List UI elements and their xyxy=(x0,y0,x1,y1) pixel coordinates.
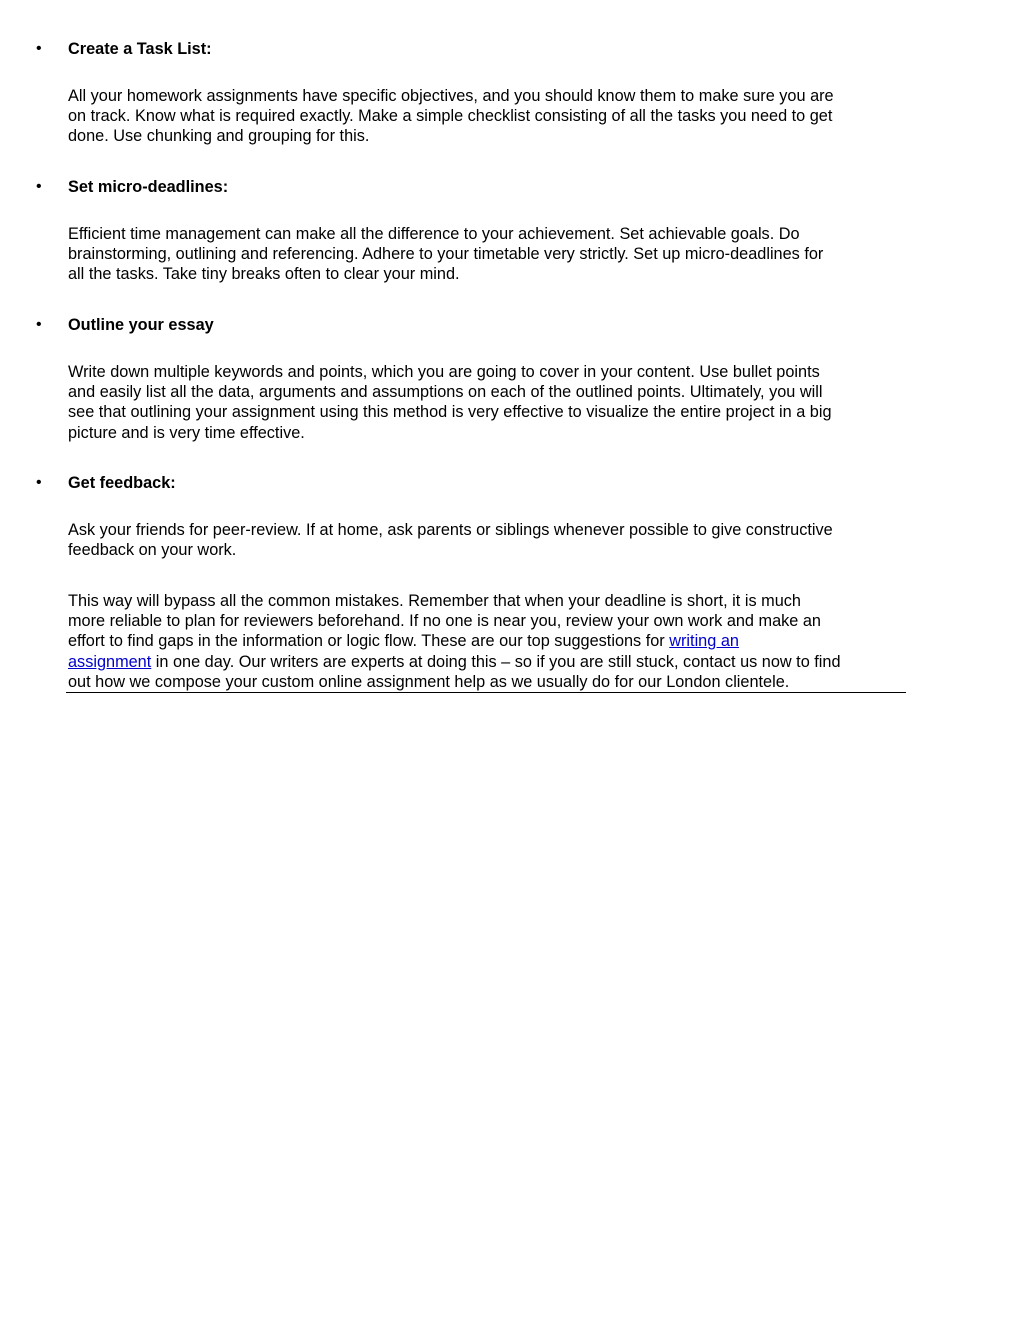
paragraph-line: brainstorming, outlining and referencing. Adhere to your timetable very strictly. Set up micro-deadlines for xyxy=(68,245,824,264)
paragraph-line xyxy=(68,631,908,651)
section-heading: Create a Task List: xyxy=(68,40,212,58)
section-heading: Outline your essay xyxy=(68,316,214,334)
writing-assignment-link-continued[interactable]: assignment xyxy=(68,652,152,671)
closing-text-fragment: in one day. Our writers are experts at doing this – so if you are still stuck, contact us now to find xyxy=(151,652,841,671)
closing-paragraph xyxy=(68,591,908,692)
section-heading-row xyxy=(0,473,1024,495)
section-heading: Set micro-deadlines: xyxy=(68,178,229,196)
paragraph-line: on track. Know what is required exactly. Make a simple checklist consisting of all the tasks you need to get xyxy=(68,107,833,126)
paragraph-line: out how we compose your custom online assignment help as we usually do for our London clientele. xyxy=(68,672,790,691)
paragraph-line: feedback on your work. xyxy=(68,541,237,560)
paragraph-line: and easily list all the data, arguments and assumptions on each of the outlined points. Ultimately, you will xyxy=(68,383,823,402)
section-paragraph xyxy=(68,86,908,147)
paragraph-line: all the tasks. Take tiny breaks often to clear your mind. xyxy=(68,265,460,284)
paragraph-line: Write down multiple keywords and points, which you are going to cover in your content. Use bullet points xyxy=(68,363,820,381)
paragraph-line: picture and is very time effective. xyxy=(68,423,305,442)
section-heading-row xyxy=(0,39,1024,61)
bullet-icon: • xyxy=(36,474,42,491)
closing-text-fragment: effort to find gaps in the information or logic flow. These are our top suggestions for xyxy=(68,632,670,651)
horizontal-rule xyxy=(66,692,906,693)
paragraph-line: see that outlining your assignment using this method is very effective to visualize the entire project in a big xyxy=(68,403,832,422)
section-paragraph xyxy=(68,520,908,560)
section-heading-row xyxy=(0,177,1024,199)
writing-assignment-link[interactable]: writing an xyxy=(669,632,739,651)
bullet-icon: • xyxy=(36,178,42,195)
bullet-icon: • xyxy=(36,316,42,333)
paragraph-line: This way will bypass all the common mistakes. Remember that when your deadline is short, it is much xyxy=(68,592,801,610)
paragraph-line xyxy=(68,652,908,672)
paragraph-line: All your homework assignments have specific objectives, and you should know them to make sure you are xyxy=(68,87,834,105)
section-heading: Get feedback: xyxy=(68,474,176,492)
paragraph-line: done. Use chunking and grouping for this. xyxy=(68,127,370,146)
section-paragraph xyxy=(68,224,908,285)
paragraph-line: more reliable to plan for reviewers beforehand. If no one is near you, review your own work and make an xyxy=(68,612,821,631)
section-heading-row xyxy=(0,315,1024,337)
paragraph-line: Efficient time management can make all the difference to your achievement. Set achievable goals. Do xyxy=(68,225,800,243)
bullet-icon: • xyxy=(36,40,42,57)
section-paragraph xyxy=(68,362,908,443)
paragraph-line: Ask your friends for peer-review. If at home, ask parents or siblings whenever possible to give constructive xyxy=(68,521,833,539)
